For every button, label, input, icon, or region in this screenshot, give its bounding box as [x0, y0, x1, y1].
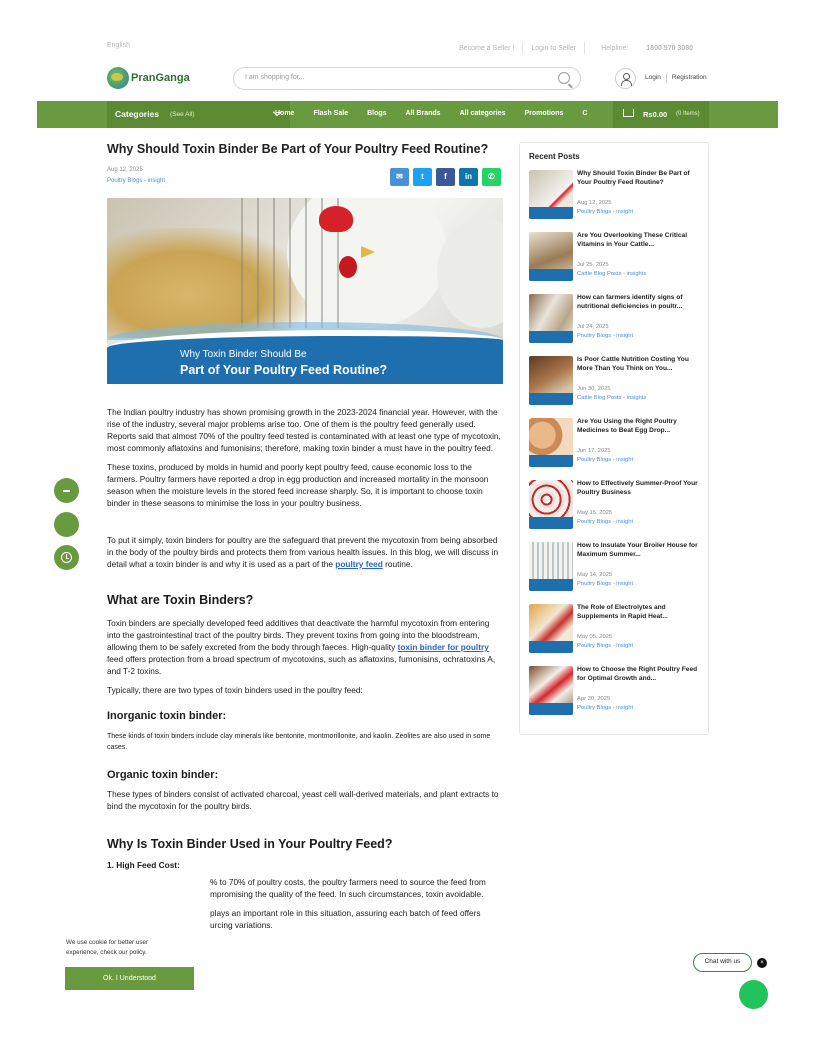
whatsapp-share-icon[interactable]: ✆	[482, 168, 501, 186]
spacer	[107, 723, 503, 731]
nav-truncated[interactable]: C	[582, 110, 588, 117]
nav-all-brands[interactable]: All Brands	[405, 110, 441, 117]
post-title[interactable]: Why Should Toxin Binder Be Part of Your Poultry Feed Routine?	[577, 170, 690, 186]
post-category[interactable]: Cattle Blog Posts - insights	[577, 395, 647, 401]
paragraph: Typically, there are two types of toxin binders used in the poultry feed:	[107, 685, 363, 695]
post-category[interactable]: Cattle Blog Posts - insights	[577, 271, 647, 277]
section-heading: What are Toxin Binders?	[107, 593, 254, 607]
see-all-link[interactable]: (See All)	[170, 111, 195, 118]
post-thumbnail	[529, 232, 573, 281]
thumbnail-band	[529, 331, 573, 343]
logo-icon	[107, 67, 129, 89]
thumbnail-band	[529, 579, 573, 591]
linkedin-share-icon[interactable]: in	[459, 168, 478, 186]
nav-promotions[interactable]: Promotions	[524, 110, 564, 117]
toxin-binder-link[interactable]: toxin binder for poultry	[397, 642, 489, 652]
nav-links	[275, 110, 606, 117]
sidebar-heading: Recent Posts	[529, 152, 580, 161]
spacer	[107, 852, 503, 859]
paragraph-text: feed offers protection from a broad spectrum of mycotoxins, such as aflatoxins, fumonisins, ochratoxins A, and T-2 toxins.	[107, 654, 496, 676]
paragraph-text: routine.	[382, 559, 413, 569]
post-category[interactable]: Poultry Blogs - insight	[577, 643, 634, 649]
post-title[interactable]: How to Choose the Right Poultry Feed for Optimal Growth and...	[577, 666, 698, 682]
recent-post-item[interactable]	[529, 666, 705, 718]
helpline	[585, 45, 709, 52]
search-bar[interactable]	[233, 67, 581, 90]
categories-label: Categories	[115, 109, 159, 119]
post-category[interactable]: Poultry Blogs - insight	[577, 581, 634, 587]
post-date: May 15, 2025	[577, 510, 613, 516]
cart-icon	[623, 109, 634, 117]
recent-post-item[interactable]	[529, 356, 705, 408]
thumbnail-band	[529, 455, 573, 467]
post-title[interactable]: How to Effectively Summer-Proof Your Poultry Business	[577, 480, 698, 496]
paragraph	[107, 534, 503, 570]
top-links	[451, 42, 709, 54]
poultry-feed-link[interactable]: poultry feed	[335, 559, 383, 569]
sub-heading: Organic toxin binder:	[107, 769, 219, 781]
article	[107, 142, 503, 930]
recent-posts-sidebar	[519, 142, 709, 735]
recent-post-item[interactable]	[529, 480, 705, 532]
spacer	[107, 577, 503, 593]
post-thumbnail	[529, 604, 573, 653]
post-date: Jul 25, 2025	[577, 262, 609, 268]
post-category[interactable]: Poultry Blogs - insight	[577, 519, 634, 525]
post-title[interactable]: Are You Using the Right Poultry Medicines to Beat Egg Drop...	[577, 418, 677, 434]
twitter-share-icon[interactable]: t	[413, 168, 432, 186]
paragraph	[107, 617, 503, 677]
thumbnail-band	[529, 517, 573, 529]
thumbnail-band	[529, 393, 573, 405]
post-date: May 05, 2025	[577, 634, 613, 640]
main-nav	[37, 101, 778, 128]
registration-link[interactable]: Registration	[671, 74, 707, 81]
hero-hen-wattle	[339, 256, 357, 278]
cart-amount: Rs0.00	[643, 110, 668, 119]
facebook-share-icon[interactable]: f	[436, 168, 455, 186]
paragraph: These types of binders consist of activated charcoal, yeast cell wall-derived materials, and plant extracts to bind the mycotoxin for the poultry birds.	[107, 789, 499, 811]
cookie-accept-button[interactable]: Ok. I Understood	[65, 967, 194, 990]
post-thumbnail	[529, 542, 573, 591]
post-category[interactable]: Poultry Blogs - insight	[577, 333, 634, 339]
nav-all-categories[interactable]: All categories	[459, 110, 506, 117]
page-title: Why Should Toxin Binder Be Part of Your Poultry Feed Routine?	[107, 142, 489, 156]
paragraph: plays an important role in this situation, assuring each batch of feed offers urcing variations.	[210, 908, 481, 930]
post-date: Jun 17, 2025	[577, 448, 611, 454]
sub-heading: Inorganic toxin binder:	[107, 710, 227, 722]
post-title[interactable]: How can farmers identify signs of nutritional deficiencies in poultr...	[577, 294, 683, 310]
login-seller-link[interactable]: Login to Seller	[531, 44, 577, 52]
hero-caption-line2: Part of Your Poultry Feed Routine?	[180, 363, 388, 377]
cart-count: (0 Items)	[676, 111, 700, 117]
post-date: Jun 30, 2025	[577, 386, 611, 392]
logo-text: PranGanga	[131, 72, 190, 84]
post-thumbnail	[529, 356, 573, 405]
spacer	[107, 608, 503, 617]
top-bar	[107, 40, 709, 54]
close-icon[interactable]: ×	[757, 958, 767, 968]
post-category[interactable]: Poultry Blogs - insight	[577, 457, 634, 463]
recent-post-item[interactable]	[529, 232, 705, 284]
nav-flash-sale[interactable]: Flash Sale	[313, 110, 349, 117]
post-date: Aug 12, 2025	[577, 200, 612, 206]
hero-hen-beak	[361, 246, 375, 258]
recent-post-item[interactable]	[529, 418, 705, 470]
hero-hen-comb	[319, 206, 353, 232]
cookie-banner	[56, 930, 209, 1000]
categories-dropdown[interactable]	[107, 101, 290, 128]
cookie-text: We use cookie for better user experience, check our policy.	[66, 939, 149, 956]
post-thumbnail	[529, 294, 573, 343]
article-body	[107, 406, 503, 938]
recent-post-item[interactable]	[529, 604, 705, 656]
nav-blogs[interactable]: Blogs	[367, 110, 387, 117]
user-icon[interactable]	[615, 68, 636, 89]
hero-image	[107, 198, 503, 384]
become-seller-link[interactable]: Become a Seller !	[459, 44, 515, 52]
cart-button[interactable]	[613, 101, 709, 128]
post-date: Jul 24, 2025	[577, 324, 609, 330]
spacer	[107, 760, 503, 768]
clock-icon[interactable]	[54, 545, 79, 570]
thumbnail-band	[529, 641, 573, 653]
article-date: Aug 12, 2025	[107, 167, 143, 173]
post-title[interactable]: The Role of Electrolytes and Supplements in Rapid Heat...	[577, 604, 668, 620]
paragraph-text: To put it simply, toxin binders for poultry are the safeguard that prevent the mycotoxin from being absorbed in the body of the poultry birds and protects them from various health issues. In this blog, we will discuss in detail what a toxin binder is and why it is used as a part of the	[107, 535, 499, 569]
search-input[interactable]: I am shopping for...	[245, 74, 305, 81]
post-thumbnail	[529, 418, 573, 467]
hero-caption-line1: Why Toxin Binder Should Be	[180, 349, 307, 360]
chat-with-us-label[interactable]: Chat with us	[693, 953, 752, 972]
spacer	[107, 819, 503, 837]
spacer	[107, 516, 503, 534]
recent-post-item[interactable]	[529, 294, 705, 346]
section-heading: Why Is Toxin Binder Used in Your Poultry Feed?	[107, 837, 393, 851]
thumbnail-band	[529, 207, 573, 219]
post-thumbnail	[529, 170, 573, 219]
post-category[interactable]: Poultry Blogs - insight	[577, 705, 634, 711]
paragraph: These toxins, produced by molds in humid and poorly kept poultry feed, cause economic loss to the farmers. Poultry farmers have reported a drop in egg production and increased mortality in the monsoon season when the moisture levels in the stored feed increase sharply. So, it is important to choose toxin binder in these seasons to minimise the loss in your poultry business.	[107, 462, 489, 508]
auth-links	[645, 74, 707, 83]
paragraph: These kinds of toxin binders include clay minerals like bentonite, montmorillonite, and kaolin. Zeolites are also used in some cases.	[107, 733, 491, 751]
divider	[666, 74, 667, 83]
recent-post-item[interactable]	[529, 170, 705, 222]
paragraph-text: Toxin binders are specially developed feed additives that deactivate the harmful mycotoxin from entering into the gastrointestinal tract of the poultry birds. They prevent toxins from going into the bloodstream, allowing them to be safely excreted from the body through faeces. High-quality	[107, 618, 490, 652]
chat-button[interactable]	[739, 980, 768, 1009]
post-title[interactable]: How to Insulate Your Broiler House for Maximum Summer...	[577, 542, 698, 558]
thumbnail-band	[529, 703, 573, 715]
helpline-label: Helpline:	[601, 44, 629, 52]
post-date: Apr 30, 2025	[577, 696, 611, 702]
recent-post-item[interactable]	[529, 542, 705, 594]
site-logo[interactable]	[107, 67, 190, 89]
paragraph: % to 70% of poultry costs, the poultry farmers need to source the feed from mpromising the quality of the feed. In such circumstances, toxin avoidable.	[210, 877, 486, 899]
language-selector[interactable]: English	[107, 42, 130, 49]
post-title[interactable]: Is Poor Cattle Nutrition Costing You More Than You Think on You...	[577, 356, 689, 372]
helpline-number: 1800 570 3080	[646, 44, 693, 52]
post-title[interactable]: Are You Overlooking These Critical Vitamins in Your Cattle...	[577, 232, 688, 248]
post-category[interactable]: Poultry Blogs - insight	[577, 209, 634, 215]
search-icon[interactable]	[558, 72, 570, 84]
paragraph: The Indian poultry industry has shown promising growth in the 2023-2024 financial year. However, with the rise of the industry, several major problems arise too. One of them is the poultry feed generally used. Reports said that almost 70% of the poultry feed tested is contaminated with at least one type of mycotoxin, most commonly aflatoxins and fumonisins; therefore, making toxin binder a must have in the poultry feed.	[107, 407, 501, 453]
share-buttons	[390, 168, 501, 186]
collapse-minus-icon[interactable]	[54, 478, 79, 503]
sub-heading: 1. High Feed Cost:	[107, 860, 180, 870]
post-thumbnail	[529, 666, 573, 715]
email-share-icon[interactable]: ✉	[390, 168, 409, 186]
article-category-link[interactable]: Poultry Blogs - insight	[107, 178, 166, 184]
login-link[interactable]: Login	[645, 74, 661, 81]
post-date: May 14, 2025	[577, 572, 613, 578]
thumbnail-band	[529, 269, 573, 281]
nav-home[interactable]: Home	[275, 110, 295, 117]
post-thumbnail	[529, 480, 573, 529]
floating-action-button[interactable]	[54, 512, 79, 537]
